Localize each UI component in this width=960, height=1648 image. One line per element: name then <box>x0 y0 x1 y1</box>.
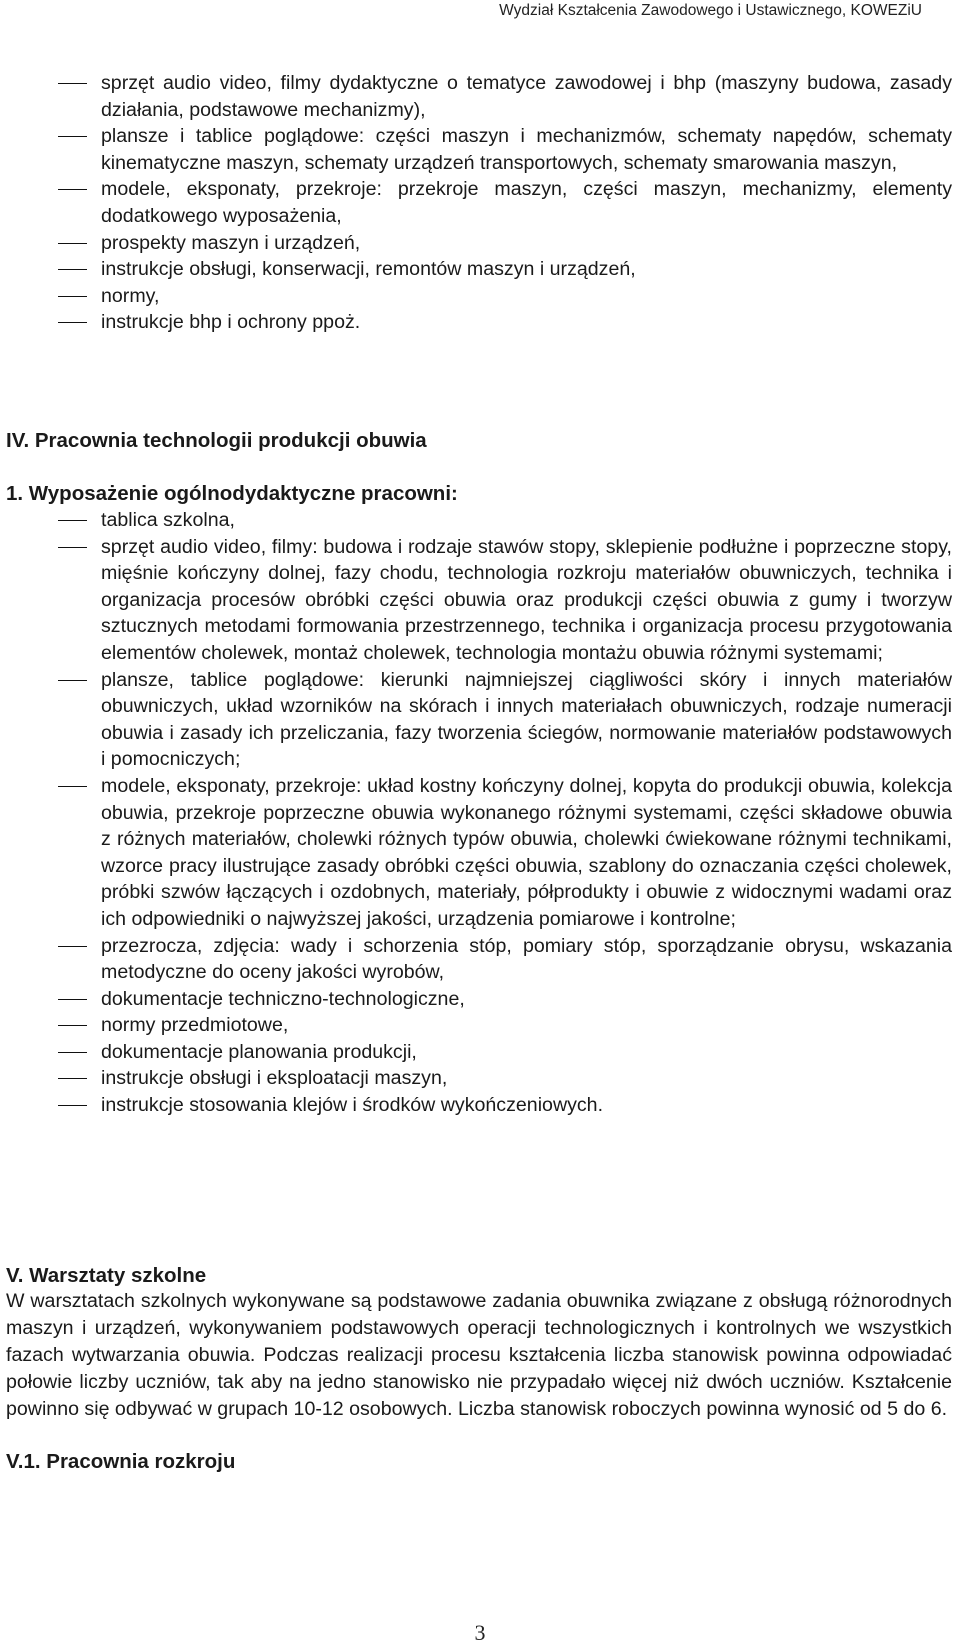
dash-bullet-icon <box>58 547 87 548</box>
list-item-text: instrukcje obsługi i eksploatacji maszyn, <box>101 1067 448 1090</box>
list-item-text: dokumentacje techniczno-technologiczne, <box>101 987 465 1010</box>
list-item-text: modele, eksponaty, przekroje: przekroje maszyn, części maszyn, mechanizmy, elementy dodatkowego wyposażenia, <box>101 178 952 227</box>
dash-bullet-icon <box>58 786 87 787</box>
dash-bullet-icon <box>58 1078 87 1079</box>
dash-bullet-icon <box>58 322 87 323</box>
list-item <box>6 256 952 283</box>
list-item-text: plansze, tablice poglądowe: kierunki najmniejszej ciągliwości skóry i innych materiałów obuwniczych, układ wzorników na skórach i innych materiałach obuwniczych, rodzaje numeracji obuwia i zasady ich przeliczania, fazy tworzenia ściegów, normowanie materiałów podstawowych i pomocniczych; <box>101 668 952 771</box>
list-item <box>6 123 952 176</box>
dash-bullet-icon <box>58 520 87 521</box>
section-heading-v1: V.1. Pracownia rozkroju <box>6 1450 236 1473</box>
equipment-list-top <box>6 70 952 336</box>
list-item <box>6 534 952 667</box>
list-item-text: modele, eksponaty, przekroje: układ kostny kończyny dolnej, kopyta do produkcji obuwia, kolekcja obuwia, przekroje poprzeczne obuwia wykonanego różnymi systemami, części składowe obuwia z różnych materiałów, cholewki różnych typów obuwia, cholewki ćwiekowane różnymi technikami, wzorce pracy ilustrujące zasady obróbki części obuwia, szablony do oznaczania części cholewek, próbki szwów łączących i ozdobnych, materiały, półprodukty i obuwie z widocznymi wadami oraz ich odpowiedniki o najwyższej jakości, urządzenia pomiarowe i kontrolne; <box>101 774 952 930</box>
list-item <box>6 230 952 257</box>
dash-bullet-icon <box>58 1052 87 1053</box>
equipment-list-iv <box>6 507 952 1119</box>
list-item <box>6 176 952 229</box>
list-item-text: normy przedmiotowe, <box>101 1014 289 1037</box>
list-item-text: instrukcje stosowania klejów i środków wykończeniowych. <box>101 1094 604 1117</box>
page-number: 3 <box>474 1620 486 1645</box>
list-item-text: dokumentacje planowania produkcji, <box>101 1040 417 1063</box>
section-heading-iv: IV. Pracownia technologii produkcji obuwia <box>6 429 427 452</box>
section-v-paragraph: W warsztatach szkolnych wykonywane są podstawowe zadania obuwnika związane z obsługą różnorodnych maszyn i urządzeń, wykonywaniem podstawowych operacji technologicznych i kontrolnych we wszystkich fazach wytwarzania obuwia. Podczas realizacji procesu kształcenia liczba stanowisk powinna odpowiadać połowie liczby uczniów, tak aby na jedno stanowisko nie przypadało więcej niż dwóch uczniów. Kształcenie powinno się odbywać w grupach 10-12 osobowych. Liczba stanowisk roboczych powinna wynosić od 5 do 6. <box>6 1290 952 1420</box>
list-item-text: sprzęt audio video, filmy: budowa i rodzaje stawów stopy, sklepienie podłużne i poprzeczne stopy, mięśnie kończyny dolnej, fazy chodu, technologia rozkroju materiałów obuwniczych, technika i organizacja procesów obróbki części obuwia oraz produkcji części obuwia z gumy i tworzyw sztucznych metodami formowania przestrzennego, technika i organizacja procesu przygotowania elementów cholewek, montaż cholewek, technologia montażu obuwia różnymi systemami; <box>101 535 952 664</box>
list-item <box>6 986 952 1013</box>
list-item <box>6 283 952 310</box>
section-heading-v: V. Warsztaty szkolne <box>6 1264 207 1287</box>
list-item <box>6 933 952 986</box>
subsection-heading: 1. Wyposażenie ogólnodydaktyczne pracowni: <box>6 482 458 505</box>
list-item-text: przezrocza, zdjęcia: wady i schorzenia stóp, pomiary stóp, sporządzanie obrysu, wskazania metodyczne do oceny jakości wyrobów, <box>101 934 952 984</box>
list-item <box>6 773 952 933</box>
dash-bullet-icon <box>58 189 87 190</box>
subsection-equipment <box>6 480 952 1119</box>
list-item-text: instrukcje obsługi, konserwacji, remontów maszyn i urządzeń, <box>101 258 636 281</box>
list-item-text: prospekty maszyn i urządzeń, <box>101 231 361 254</box>
list-item <box>6 667 952 773</box>
dash-bullet-icon <box>58 136 87 137</box>
list-item <box>6 1092 952 1119</box>
list-item-text: plansze i tablice poglądowe: części maszyn i mechanizmów, schematy napędów, schematy kinematyczne maszyn, schematy urządzeń transportowych, schematy smarowania maszyn, <box>101 125 952 174</box>
dash-bullet-icon <box>58 243 87 244</box>
dash-bullet-icon <box>58 946 87 947</box>
list-item <box>6 1012 952 1039</box>
list-item-text: normy, <box>101 284 160 307</box>
dash-bullet-icon <box>58 680 87 681</box>
list-item <box>6 507 952 534</box>
dash-bullet-icon <box>58 83 87 84</box>
dash-bullet-icon <box>58 269 87 270</box>
list-item-text: instrukcje bhp i ochrony ppoż. <box>101 311 361 334</box>
dash-bullet-icon <box>58 999 87 1000</box>
list-item <box>6 1039 952 1066</box>
list-item <box>6 309 952 336</box>
list-item-text: sprzęt audio video, filmy dydaktyczne o tematyce zawodowej i bhp (maszyny budowa, zasady działania, podstawowe mechanizmy), <box>101 72 952 121</box>
list-item-text: tablica szkolna, <box>101 509 235 531</box>
document-body <box>6 70 952 1473</box>
dash-bullet-icon <box>58 296 87 297</box>
list-item <box>6 1065 952 1092</box>
dash-bullet-icon <box>58 1025 87 1026</box>
dash-bullet-icon <box>58 1105 87 1106</box>
page-header: Wydział Kształcenia Zawodowego i Ustawicznego, KOWEZiU <box>499 2 922 19</box>
list-item <box>6 70 952 123</box>
